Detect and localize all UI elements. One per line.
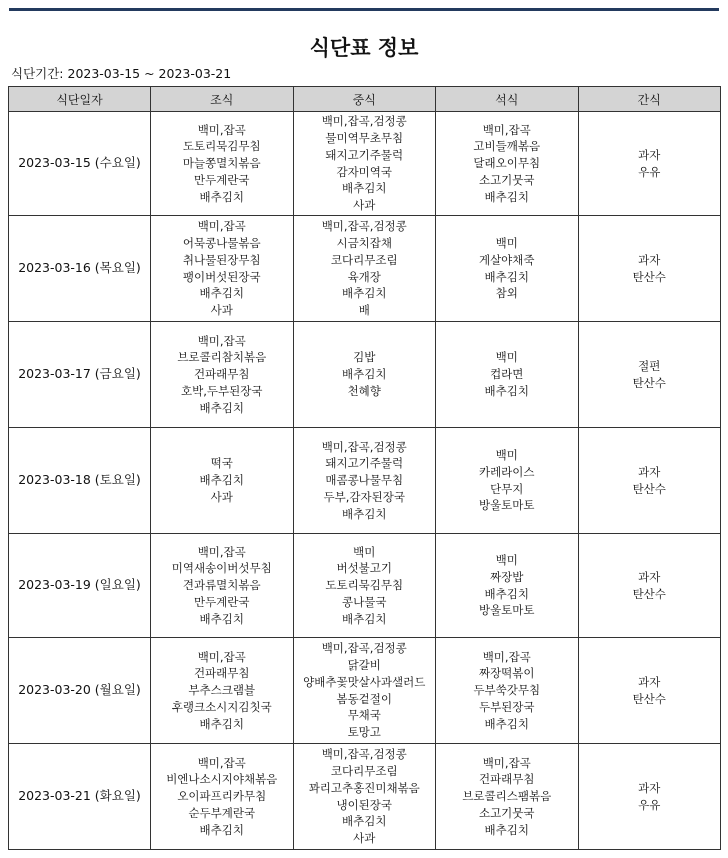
table-row <box>9 638 721 744</box>
snack-cell <box>578 216 721 322</box>
dish-item: 우유 <box>638 164 661 179</box>
dish-item: 두부쑥갓무침 <box>473 683 541 698</box>
dish-item: 백미 <box>495 552 518 567</box>
breakfast-cell <box>151 112 294 216</box>
breakfast-cell <box>151 638 294 744</box>
breakfast-cell <box>151 428 294 534</box>
dish-item: 컵라면 <box>490 367 524 382</box>
dish-item: 배추김치 <box>484 269 529 284</box>
dish-item: 백미,잡곡 <box>197 122 246 137</box>
dish-item: 김밥 <box>353 350 376 365</box>
dish-item: 순두부계란국 <box>188 805 256 820</box>
dish-item: 배추김치 <box>342 367 387 382</box>
dinner-cell <box>436 428 579 534</box>
table-row <box>9 216 721 322</box>
dish-item: 백미,잡곡,검정콩 <box>321 641 407 656</box>
dish-item: 배추김치 <box>199 286 244 301</box>
dish-item: 돼지고기주물럭 <box>325 147 404 162</box>
dish-item: 마늘쫑멸치볶음 <box>182 156 261 171</box>
dish-item: 소고기뭇국 <box>478 172 535 187</box>
date-cell: 2023-03-16 (목요일) <box>9 216 151 322</box>
date-cell: 2023-03-18 (토요일) <box>9 428 151 534</box>
dish-item: 참외 <box>495 286 518 301</box>
dish-item: 양배추꽃맛살사과샐러드 <box>303 674 426 689</box>
breakfast-cell <box>151 534 294 638</box>
dish-item: 브로콜리스팸볶음 <box>462 789 552 804</box>
header-snack: 간식 <box>578 87 721 112</box>
dish-item: 백미,잡곡 <box>197 333 246 348</box>
dish-item: 배추김치 <box>199 189 244 204</box>
dish-item: 탄산수 <box>632 691 666 706</box>
dish-item: 취나물된장무침 <box>182 252 261 267</box>
dish-item: 우유 <box>638 797 661 812</box>
dish-item: 견과류멸치볶음 <box>182 578 261 593</box>
snack-cell <box>578 112 721 216</box>
dish-item: 코다리무조림 <box>330 252 398 267</box>
snack-cell <box>578 638 721 744</box>
page-title: 식단표 정보 <box>309 36 419 60</box>
dish-item: 과자 <box>638 674 661 689</box>
dish-item: 돼지고기주물럭 <box>325 456 404 471</box>
dish-item: 과자 <box>638 252 661 267</box>
dish-item: 달래오이무침 <box>473 156 541 171</box>
dish-item: 배추김치 <box>199 473 244 488</box>
date-cell: 2023-03-17 (금요일) <box>9 322 151 428</box>
date-cell: 2023-03-15 (수요일) <box>9 112 151 216</box>
dish-item: 백미,잡곡,검정콩 <box>321 747 407 762</box>
lunch-cell <box>293 534 436 638</box>
dish-item: 백미,잡곡,검정콩 <box>321 439 407 454</box>
dish-item: 만두계란국 <box>193 594 250 609</box>
table-row <box>9 112 721 216</box>
header-dinner: 석식 <box>436 87 579 112</box>
dish-item: 카레라이스 <box>478 464 535 479</box>
dish-item: 단무지 <box>490 481 524 496</box>
dish-item: 무채국 <box>347 708 381 723</box>
dinner-cell <box>436 112 579 216</box>
table-header-row <box>9 87 721 112</box>
header-breakfast: 조식 <box>151 87 294 112</box>
dish-item: 탄산수 <box>632 586 666 601</box>
dish-item: 소고기뭇국 <box>478 805 535 820</box>
date-cell: 2023-03-19 (일요일) <box>9 534 151 638</box>
dish-item: 물미역무초무침 <box>325 130 404 145</box>
lunch-cell <box>293 744 436 850</box>
dinner-cell <box>436 322 579 428</box>
dish-item: 만두계란국 <box>193 172 250 187</box>
dish-item: 건파래무침 <box>193 367 250 382</box>
dish-item: 브로콜리참치볶음 <box>177 350 267 365</box>
dish-item: 배추김치 <box>484 822 529 837</box>
dish-item: 배추김치 <box>342 506 387 521</box>
meal-period: 식단기간: 2023-03-15 ~ 2023-03-21 <box>11 66 232 81</box>
lunch-cell <box>293 112 436 216</box>
dish-item: 어묵콩나물볶음 <box>182 235 261 250</box>
dish-item: 과자 <box>638 569 661 584</box>
dish-item: 짜장떡볶이 <box>478 666 535 681</box>
dish-item: 절편 <box>638 358 661 373</box>
dish-item: 배추김치 <box>342 286 387 301</box>
dish-item: 배추김치 <box>484 383 529 398</box>
dish-item: 탄산수 <box>632 269 666 284</box>
dish-item: 천혜향 <box>347 383 381 398</box>
dish-item: 사과 <box>210 489 233 504</box>
breakfast-cell <box>151 216 294 322</box>
dish-item: 백미 <box>495 350 518 365</box>
date-cell: 2023-03-20 (월요일) <box>9 638 151 744</box>
dish-item: 버섯불고기 <box>336 561 393 576</box>
dish-item: 호박,두부된장국 <box>181 383 263 398</box>
dish-item: 백미,잡곡 <box>197 219 246 234</box>
dish-item: 오이파프리카무침 <box>177 789 267 804</box>
dish-item: 후랭크소시지김칫국 <box>171 699 272 714</box>
dish-item: 백미,잡곡 <box>197 755 246 770</box>
dinner-cell <box>436 744 579 850</box>
dish-item: 배추김치 <box>484 189 529 204</box>
dish-item: 떡국 <box>210 456 233 471</box>
dish-item: 배추김치 <box>484 586 529 601</box>
dish-item: 건파래무침 <box>478 772 535 787</box>
dish-item: 백미 <box>495 447 518 462</box>
header-lunch: 중식 <box>293 87 436 112</box>
header-date: 식단일자 <box>9 87 151 112</box>
dish-item: 닭갈비 <box>347 657 381 672</box>
dish-item: 고비들깨볶음 <box>473 139 541 154</box>
lunch-cell <box>293 216 436 322</box>
dish-item: 백미,잡곡,검정콩 <box>321 114 407 129</box>
dish-item: 배추김치 <box>342 611 387 626</box>
dish-item: 짜장밥 <box>490 569 524 584</box>
dish-item: 꽈리고추홍진미채볶음 <box>308 780 420 795</box>
dish-item: 팽이버섯된장국 <box>182 269 261 284</box>
dish-item: 백미,잡곡 <box>482 649 531 664</box>
dish-item: 매콤콩나물무침 <box>325 473 404 488</box>
dish-item: 배추김치 <box>199 822 244 837</box>
lunch-cell <box>293 428 436 534</box>
dish-item: 탄산수 <box>632 375 666 390</box>
snack-cell <box>578 744 721 850</box>
dish-item: 감자미역국 <box>336 164 393 179</box>
dish-item: 도토리묵김무침 <box>325 578 404 593</box>
dish-item: 봄동겉절이 <box>336 691 393 706</box>
dish-item: 배추김치 <box>199 611 244 626</box>
dish-item: 배추김치 <box>342 814 387 829</box>
top-divider <box>9 8 719 11</box>
dish-item: 탄산수 <box>632 481 666 496</box>
dish-item: 배추김치 <box>342 181 387 196</box>
dinner-cell <box>436 534 579 638</box>
dish-item: 사과 <box>210 303 233 318</box>
dinner-cell <box>436 216 579 322</box>
dish-item: 사과 <box>353 198 376 213</box>
dinner-cell <box>436 638 579 744</box>
table-row <box>9 322 721 428</box>
dish-item: 백미,잡곡,검정콩 <box>321 219 407 234</box>
dish-item: 건파래무침 <box>193 666 250 681</box>
table-row <box>9 744 721 850</box>
dish-item: 토망고 <box>347 725 381 740</box>
dish-item: 코다리무조림 <box>330 763 398 778</box>
dish-item: 두부,감자된장국 <box>323 489 405 504</box>
dish-item: 비엔나소시지야채볶음 <box>166 772 278 787</box>
dish-item: 냉이된장국 <box>336 797 393 812</box>
dish-item: 백미,잡곡 <box>197 649 246 664</box>
dish-item: 백미,잡곡 <box>482 122 531 137</box>
table-body <box>9 112 721 850</box>
dish-item: 두부된장국 <box>478 699 535 714</box>
dish-item: 배추김치 <box>484 716 529 731</box>
dish-item: 도토리묵김무침 <box>182 139 261 154</box>
dish-item: 배 <box>358 303 370 318</box>
dish-item: 사과 <box>353 831 376 846</box>
dish-item: 백미 <box>353 544 376 559</box>
dish-item: 콩나물국 <box>342 594 387 609</box>
snack-cell <box>578 428 721 534</box>
snack-cell <box>578 322 721 428</box>
dish-item: 미역새송이버섯무침 <box>171 561 272 576</box>
dish-item: 방울토마토 <box>478 603 535 618</box>
dish-item: 배추김치 <box>199 400 244 415</box>
lunch-cell <box>293 322 436 428</box>
dish-item: 백미,잡곡 <box>197 544 246 559</box>
breakfast-cell <box>151 322 294 428</box>
dish-item: 과자 <box>638 147 661 162</box>
date-cell: 2023-03-21 (화요일) <box>9 744 151 850</box>
dish-item: 육개장 <box>347 269 381 284</box>
dish-item: 백미 <box>495 235 518 250</box>
dish-item: 백미,잡곡 <box>482 755 531 770</box>
dish-item: 방울토마토 <box>478 498 535 513</box>
breakfast-cell <box>151 744 294 850</box>
dish-item: 시금치잡채 <box>336 235 393 250</box>
table-row <box>9 534 721 638</box>
dish-item: 과자 <box>638 464 661 479</box>
meal-table <box>8 86 721 850</box>
lunch-cell <box>293 638 436 744</box>
dish-item: 부추스크램블 <box>188 683 256 698</box>
table-row <box>9 428 721 534</box>
dish-item: 게살야채죽 <box>478 252 535 267</box>
dish-item: 과자 <box>638 780 661 795</box>
snack-cell <box>578 534 721 638</box>
dish-item: 배추김치 <box>199 716 244 731</box>
